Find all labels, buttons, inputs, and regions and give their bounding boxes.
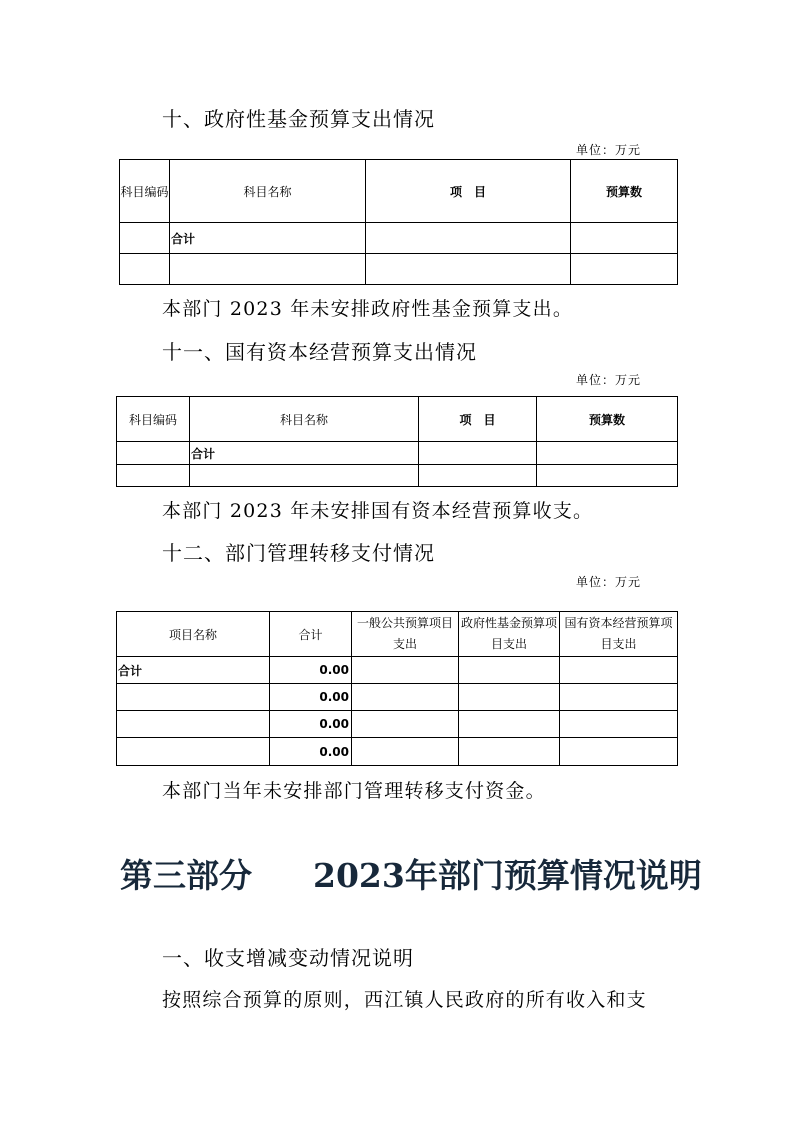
cell <box>459 684 560 711</box>
cell <box>560 657 678 684</box>
header-name: 科目名称 <box>170 160 366 223</box>
cell <box>560 738 678 766</box>
header-fund-budget: 政府性基金预算项目支出 <box>459 612 560 657</box>
header-code: 科目编码 <box>117 397 190 442</box>
row-name <box>117 711 270 738</box>
cell <box>352 738 459 766</box>
row-name <box>117 738 270 766</box>
cell <box>352 711 459 738</box>
cell <box>537 442 678 465</box>
header-code: 科目编码 <box>120 160 170 223</box>
section-12-unit: 单位：万元 <box>576 575 642 589</box>
cell <box>117 465 190 487</box>
cell <box>120 254 170 285</box>
section-11-unit: 单位：万元 <box>576 373 642 387</box>
header-state-capital-budget: 国有资本经营预算项目支出 <box>560 612 678 657</box>
section-12-heading: 十二、部门管理转移支付情况 <box>162 541 435 565</box>
total-label: 合计 <box>170 223 366 254</box>
header-item: 项 目 <box>419 397 537 442</box>
table-row <box>120 223 678 254</box>
header-budget: 预算数 <box>537 397 678 442</box>
table-row <box>117 684 678 711</box>
part-label: 第三部分 <box>120 856 252 895</box>
section-10-heading: 十、政府性基金预算支出情况 <box>162 107 435 131</box>
section-intro-heading: 一、收支增减变动情况说明 <box>162 946 414 970</box>
header-project-name: 项目名称 <box>117 612 270 657</box>
section-10-unit: 单位：万元 <box>576 143 642 157</box>
cell <box>560 684 678 711</box>
table-header-row <box>117 397 678 442</box>
table-row <box>117 657 678 684</box>
section-11-table <box>116 396 678 487</box>
table-row <box>117 465 678 487</box>
table-row <box>117 738 678 766</box>
section-10-table <box>119 159 678 285</box>
header-budget: 预算数 <box>571 160 678 223</box>
table-row <box>120 254 678 285</box>
row-total: 0.00 <box>270 684 352 711</box>
cell <box>459 711 560 738</box>
cell <box>117 442 190 465</box>
total-label: 合计 <box>190 442 419 465</box>
row-name: 合计 <box>117 657 270 684</box>
table-row <box>117 442 678 465</box>
cell <box>120 223 170 254</box>
cell <box>571 254 678 285</box>
cell <box>366 223 571 254</box>
table-header-row <box>120 160 678 223</box>
cell <box>352 684 459 711</box>
cell <box>190 465 419 487</box>
cell <box>170 254 366 285</box>
row-total: 0.00 <box>270 738 352 766</box>
header-general-budget: 一般公共预算项目支出 <box>352 612 459 657</box>
cell <box>419 465 537 487</box>
cell <box>419 442 537 465</box>
section-10-note: 本部门 2023 年未安排政府性基金预算支出。 <box>162 298 574 320</box>
header-item: 项 目 <box>366 160 571 223</box>
header-total: 合计 <box>270 612 352 657</box>
table-row <box>117 711 678 738</box>
section-12-table <box>116 611 678 766</box>
section-intro-paragraph: 按照综合预算的原则，西江镇人民政府的所有收入和支 <box>162 989 647 1011</box>
cell <box>459 738 560 766</box>
row-total: 0.00 <box>270 711 352 738</box>
table-header-row <box>117 612 678 657</box>
cell <box>366 254 571 285</box>
header-name: 科目名称 <box>190 397 419 442</box>
cell <box>560 711 678 738</box>
section-11-note: 本部门 2023 年未安排国有资本经营预算收支。 <box>162 500 594 522</box>
cell <box>537 465 678 487</box>
cell <box>459 657 560 684</box>
section-12-note: 本部门当年未安排部门管理转移支付资金。 <box>162 780 546 802</box>
section-11-heading: 十一、国有资本经营预算支出情况 <box>162 340 477 364</box>
cell <box>352 657 459 684</box>
row-total: 0.00 <box>270 657 352 684</box>
part-title: 2023年部门预算情况说明 <box>313 856 702 895</box>
row-name <box>117 684 270 711</box>
cell <box>571 223 678 254</box>
